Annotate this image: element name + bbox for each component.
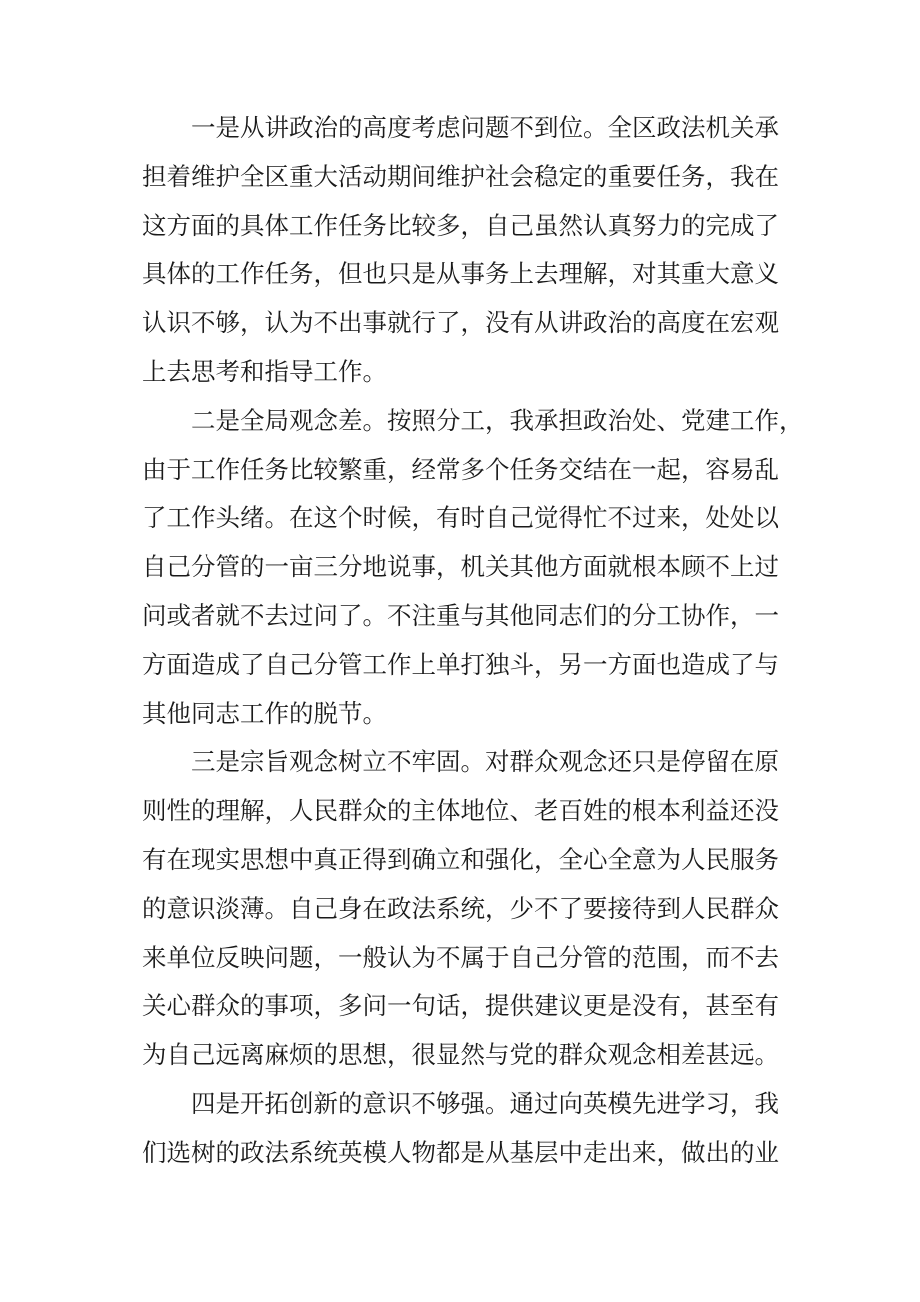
text-line: 具体的工作任务，但也只是从事务上去理解，对其重大意义	[142, 259, 779, 289]
paragraph-2	[142, 397, 804, 739]
text-line: 则性的理解，人民群众的主体地位、老百姓的根本利益还没	[142, 796, 779, 826]
text-line: 认识不够，认为不出事就行了，没有从讲政治的高度在宏观	[142, 308, 779, 338]
text-line: 来单位反映问题，一般认为不属于自己分管的范围，而不去	[142, 942, 779, 972]
text-line: 的意识淡薄。自己身在政法系统，少不了要接待到人民群众	[142, 893, 779, 923]
document-body	[142, 104, 804, 1178]
text-line: 这方面的具体工作任务比较多，自己虽然认真努力的完成了	[142, 210, 779, 240]
text-line: 上去思考和指导工作。	[142, 356, 387, 386]
text-line: 问或者就不去过问了。不注重与其他同志们的分工协作，一	[142, 600, 779, 630]
text-line: 四是开拓创新的意识不够强。通过向英模先进学习，我	[191, 1088, 779, 1118]
text-line: 们选树的政法系统英模人物都是从基层中走出来，做出的业	[142, 1137, 779, 1167]
paragraph-1	[142, 104, 782, 397]
text-line: 其他同志工作的脱节。	[142, 698, 387, 728]
text-line: 三是宗旨观念树立不牢固。对群众观念还只是停留在原	[191, 747, 779, 777]
text-line: 一是从讲政治的高度考虑问题不到位。全区政法机关承	[191, 113, 779, 142]
text-line: 了工作头绪。在这个时候，有时自己觉得忙不过来，处处以	[142, 503, 779, 533]
text-line: 关心群众的事项，多问一句话，提供建议更是没有，甚至有	[142, 991, 779, 1021]
text-line: 担着维护全区重大活动期间维护社会稳定的重要任务，我在	[142, 161, 779, 191]
text-line: 有在现实思想中真正得到确立和强化，全心全意为人民服务	[142, 844, 779, 874]
paragraph-4	[142, 1080, 782, 1178]
paragraph-3	[142, 738, 782, 1080]
text-line: 为自己远离麻烦的思想，很显然与党的群众观念相差甚远。	[142, 1040, 779, 1070]
text-line: 二是全局观念差。按照分工，我承担政治处、党建工作，	[191, 405, 804, 435]
text-line: 由于工作任务比较繁重，经常多个任务交结在一起，容易乱	[142, 454, 779, 484]
text-line: 自己分管的一亩三分地说事，机关其他方面就根本顾不上过	[142, 552, 779, 582]
text-line: 方面造成了自己分管工作上单打独斗，另一方面也造成了与	[142, 649, 779, 679]
